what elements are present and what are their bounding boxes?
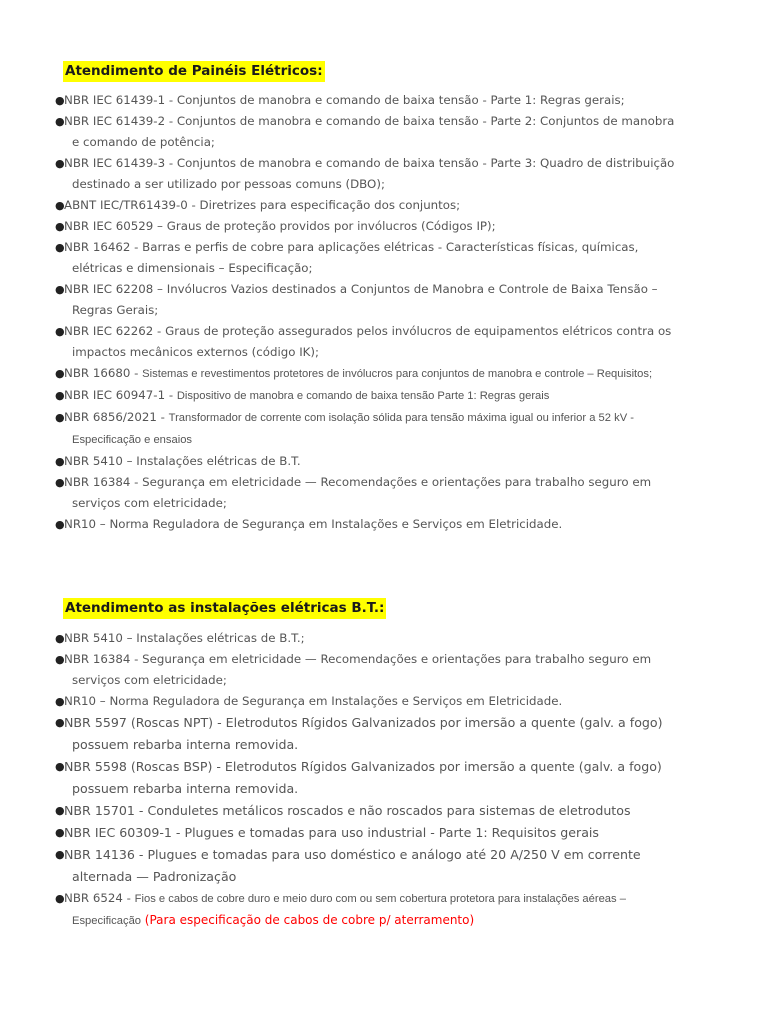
standard-description: Conduletes metálicos roscados e não roscados para sistemas de eletrodutos	[147, 803, 631, 818]
standard-description: Instalações elétricas de B.T.;	[136, 631, 305, 645]
separator: -	[122, 891, 135, 905]
standard-code: NBR 5410	[64, 454, 123, 468]
bullet-icon: ●	[55, 367, 65, 380]
standard-item	[0, 822, 720, 844]
standard-description: Norma Reguladora de Segurança em Instalações e Serviços em Eletricidade.	[109, 517, 563, 531]
standard-code: NBR IEC 62262	[64, 324, 154, 338]
standard-item	[0, 407, 720, 451]
standard-item	[0, 800, 720, 822]
separator: -	[156, 410, 169, 424]
standard-code: NBR IEC 60309-1	[64, 825, 172, 840]
standard-item	[0, 514, 720, 535]
standard-item	[0, 237, 720, 279]
standard-item	[0, 111, 720, 153]
standard-item	[0, 363, 720, 385]
bullet-icon: ●	[55, 476, 65, 489]
bullet-icon: ●	[55, 325, 65, 338]
standard-item	[0, 756, 720, 800]
standard-code: NR10	[64, 517, 97, 531]
standard-description: Plugues e tomadas para uso doméstico e análogo até 20 A/250 V em corrente alternada — Padronização	[72, 847, 641, 884]
standard-item	[0, 844, 720, 888]
standard-description: Norma Reguladora de Segurança em Instalações e Serviços em Eletricidade.	[109, 694, 563, 708]
bullet-icon: ●	[55, 716, 65, 729]
bullet-icon: ●	[55, 455, 65, 468]
standard-item	[0, 649, 720, 691]
separator: -	[213, 715, 226, 730]
standard-description: Conjuntos de manobra e comando de baixa tensão - Parte 2: Conjuntos de manobra e comando de potência;	[72, 114, 675, 149]
standard-description: Invólucros Vazios destinados a Conjuntos de Manobra e Controle de Baixa Tensão – Regras Gerais;	[72, 282, 658, 317]
standard-description: Segurança em eletricidade — Recomendações e orientações para trabalho seguro em serviços com eletricidade;	[72, 475, 652, 510]
bullet-icon: ●	[55, 411, 65, 424]
standard-description: Segurança em eletricidade — Recomendações e orientações para trabalho seguro em serviços com eletricidade;	[72, 652, 652, 687]
bullet-icon: ●	[55, 115, 65, 128]
standard-description: Sistemas e revestimentos protetores de invólucros para conjuntos de manobra e controle – Requisitos;	[142, 368, 653, 380]
bullet-icon: ●	[55, 653, 65, 666]
standard-code: NBR 16384	[64, 475, 131, 489]
standard-item	[0, 279, 720, 321]
standard-code: NBR IEC 62208	[64, 282, 154, 296]
standard-description: Instalações elétricas de B.T.	[136, 454, 301, 468]
bullet-icon: ●	[55, 199, 65, 212]
standards-list	[0, 90, 720, 535]
separator: -	[153, 324, 166, 338]
bullet-icon: ●	[55, 241, 65, 254]
bullet-icon: ●	[55, 760, 65, 773]
separator: -	[165, 156, 177, 170]
bullet-icon: ●	[55, 283, 65, 296]
separator: -	[212, 759, 225, 774]
bullet-icon: ●	[55, 518, 65, 531]
standard-item	[0, 712, 720, 756]
section-heading: Atendimento de Painéis Elétricos:	[63, 61, 325, 82]
standard-code: NBR 15701	[64, 803, 135, 818]
separator: -	[165, 388, 177, 402]
section-heading: Atendimento as instalações elétricas B.T.:	[63, 598, 386, 619]
bullet-icon: ●	[55, 94, 65, 107]
standard-code: NBR 6856/2021	[64, 410, 157, 424]
standard-description: Barras e perfis de cobre para aplicações elétricas - Características físicas, químicas, elétricas e dimensionais – Especificação;	[72, 240, 639, 275]
separator: -	[171, 825, 185, 840]
standard-code: NBR 14136	[64, 847, 135, 862]
separator: –	[122, 631, 137, 645]
standard-code: NR10	[64, 694, 97, 708]
standard-description: Graus de proteção assegurados pelos invólucros de equipamentos elétricos contra os impactos mecânicos externos (código IK);	[72, 324, 672, 359]
separator: -	[130, 652, 143, 666]
separator: -	[130, 475, 143, 489]
standard-item	[0, 153, 720, 195]
standard-code: NBR IEC 60529	[64, 219, 154, 233]
standard-description: Plugues e tomadas para uso industrial - Parte 1: Requisitos gerais	[184, 825, 599, 840]
standard-code: NBR 5597 (Roscas NPT)	[64, 715, 214, 730]
separator: -	[165, 93, 177, 107]
standard-item	[0, 451, 720, 472]
standard-code: NBR 5410	[64, 631, 123, 645]
bullet-icon: ●	[55, 695, 65, 708]
standard-description: Eletrodutos Rígidos Galvanizados por imersão a quente (galv. a fogo) possuem rebarba interna removida.	[72, 715, 663, 752]
bullet-icon: ●	[55, 389, 65, 402]
standard-code: NBR 16384	[64, 652, 131, 666]
standard-description: Conjuntos de manobra e comando de baixa tensão - Parte 1: Regras gerais;	[176, 93, 625, 107]
bullet-icon: ●	[55, 848, 65, 861]
standard-code: NBR IEC 61439-2	[64, 114, 166, 128]
separator: -	[130, 240, 143, 254]
standard-code: NBR 6524	[64, 891, 123, 905]
standard-description: Conjuntos de manobra e comando de baixa tensão - Parte 3: Quadro de distribuição destinado a ser utilizado por pessoas comuns (DBO);	[72, 156, 675, 191]
separator: –	[153, 282, 167, 296]
standard-item	[0, 888, 720, 932]
standard-item	[0, 216, 720, 237]
separator: -	[134, 803, 148, 818]
bullet-icon: ●	[55, 632, 65, 645]
separator: -	[134, 847, 148, 862]
standard-code: NBR 16680	[64, 366, 131, 380]
standard-description: Graus de proteção providos por invólucros (Códigos IP);	[166, 219, 496, 233]
bullet-icon: ●	[55, 804, 65, 817]
bullet-icon: ●	[55, 892, 65, 905]
standard-code: NBR IEC 61439-1	[64, 93, 166, 107]
standard-code: NBR IEC 60947-1	[64, 388, 166, 402]
standard-item	[0, 385, 720, 407]
standard-item	[0, 195, 720, 216]
separator: –	[96, 517, 110, 531]
standard-code: NBR IEC 61439-3	[64, 156, 166, 170]
standard-description: Eletrodutos Rígidos Galvanizados por imersão a quente (galv. a fogo) possuem rebarba interna removida.	[72, 759, 662, 796]
standard-code: NBR 5598 (Roscas BSP)	[64, 759, 213, 774]
separator: -	[187, 198, 200, 212]
standard-item	[0, 90, 720, 111]
bullet-icon: ●	[55, 826, 65, 839]
separator: -	[130, 366, 143, 380]
standard-code: NBR 16462	[64, 240, 131, 254]
standard-item	[0, 691, 720, 712]
standards-list	[0, 628, 720, 932]
bullet-icon: ●	[55, 220, 65, 233]
highlight-note: (Para especificação de cabos de cobre p/ aterramento)	[144, 913, 475, 927]
separator: –	[96, 694, 110, 708]
separator: –	[122, 454, 137, 468]
standard-description: Dispositivo de manobra e comando de baixa tensão Parte 1: Regras gerais	[176, 390, 550, 402]
bullet-icon: ●	[55, 157, 65, 170]
standard-item	[0, 321, 720, 363]
standard-description: Diretrizes para especificação dos conjuntos;	[199, 198, 461, 212]
standard-item	[0, 472, 720, 514]
separator: -	[165, 114, 177, 128]
separator: –	[153, 219, 167, 233]
standard-code: ABNT IEC/TR61439-0	[64, 198, 188, 212]
standard-description: Fios e cabos de cobre duro e meio duro com ou sem cobertura protetora para instalações aéreas – Especificação	[72, 893, 626, 927]
standard-description: Transformador de corrente com isolação sólida para tensão máxima igual ou inferior a 52 kV - Especificação e ensaios	[72, 412, 634, 446]
standard-item	[0, 628, 720, 649]
